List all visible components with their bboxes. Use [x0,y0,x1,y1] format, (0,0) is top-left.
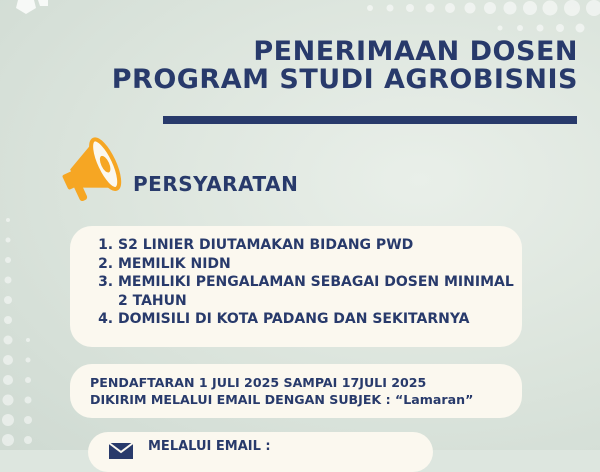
email-icon [108,442,134,460]
requirement-item: 1. S2 LINIER DIUTAMAKAN BIDANG PWD [118,236,522,255]
logo-fragment [0,0,60,22]
megaphone-icon [48,130,128,210]
title-line-2: PROGRAM STUDI AGROBISNIS [111,64,578,96]
requirements-card [70,226,522,347]
section-heading: PERSYARATAN [133,172,299,196]
email-card [88,432,433,472]
registration-instruction: DIKIRIM MELALUI EMAIL DENGAN SUBJEK : “Lamaran” [90,392,474,407]
requirements-list [70,226,522,329]
page-title [112,38,578,95]
requirement-item: 4. DOMISILI DI KOTA PADANG DAN SEKITARNYA [118,310,522,329]
requirement-item: 2. MEMILIK NIDN [118,255,522,274]
title-line-1: PENERIMAAN DOSEN [253,36,578,67]
email-label: MELALUI EMAIL : [148,439,271,454]
requirement-item: 3. MEMILIKI PENGALAMAN SEBAGAI DOSEN MINIMAL 2 TAHUN [118,273,522,310]
title-underline [163,116,577,124]
registration-date: PENDAFTARAN 1 JULI 2025 SAMPAI 17JULI 2025 [90,375,427,390]
registration-card [70,364,522,418]
